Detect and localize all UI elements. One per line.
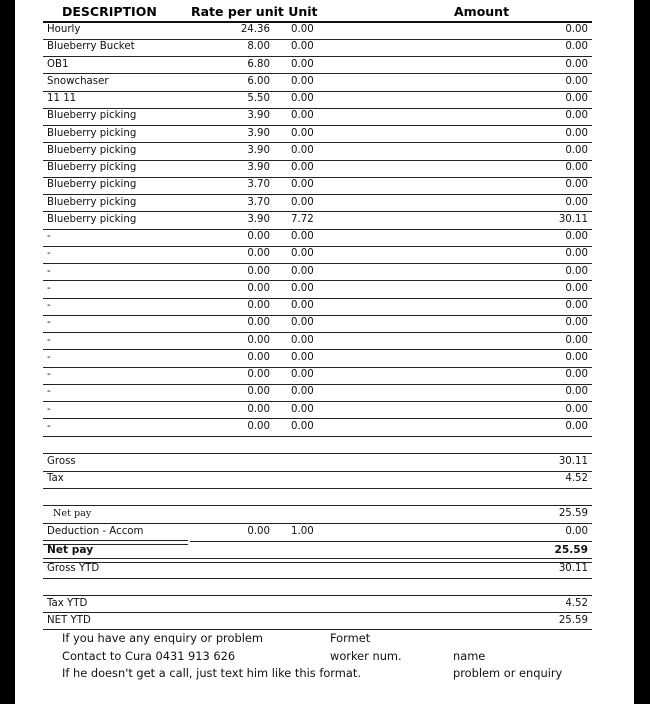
- table-row: [43, 402, 592, 419]
- item-rate: 3.70: [247, 179, 270, 191]
- item-amount: 0.00: [565, 369, 588, 380]
- item-description: Blueberry picking: [47, 196, 137, 208]
- deduction-rate: 0.00: [247, 526, 270, 537]
- item-unit: 0.00: [291, 41, 314, 53]
- table-row: [43, 264, 592, 281]
- item-description: -: [47, 300, 51, 311]
- item-rate: 8.00: [247, 41, 270, 53]
- table-row: [43, 57, 592, 74]
- item-amount: 0.00: [565, 127, 588, 139]
- item-description: -: [47, 231, 51, 242]
- item-rate: 6.00: [247, 75, 270, 87]
- net-ytd-label: NET YTD: [47, 615, 91, 626]
- item-amount: 0.00: [565, 420, 588, 432]
- net-pay-pre-amount: 25.59: [558, 508, 588, 519]
- item-amount: 0.00: [565, 196, 588, 208]
- item-description: Blueberry picking: [47, 179, 137, 191]
- table-row: [43, 160, 592, 177]
- tax-label: Tax: [47, 473, 64, 484]
- item-unit: 0.00: [291, 386, 314, 398]
- table-row: [43, 333, 592, 350]
- item-amount: 0.00: [565, 317, 588, 329]
- deduction-row: [43, 524, 592, 541]
- item-amount: 0.00: [565, 248, 588, 260]
- item-rate: 3.70: [247, 196, 270, 208]
- item-amount: 0.00: [565, 334, 588, 346]
- footer-text-instruction: If he doesn't get a call, just text him like this format.: [62, 666, 361, 680]
- item-rate: 0.00: [247, 300, 270, 311]
- item-rate: 0.00: [247, 248, 270, 260]
- item-description: -: [47, 403, 51, 415]
- item-rate: 3.90: [247, 127, 270, 139]
- item-rate: 3.90: [247, 162, 270, 173]
- rule: [43, 629, 592, 630]
- header-rate-unit: Rate per unit Unit: [191, 4, 318, 19]
- item-description: -: [47, 317, 51, 329]
- item-amount: 0.00: [565, 179, 588, 191]
- item-unit: 7.72: [291, 213, 314, 225]
- footer-format-worker: worker num.: [330, 649, 402, 663]
- item-amount: 0.00: [565, 93, 588, 104]
- item-amount: 0.00: [565, 351, 588, 363]
- net-ytd-amount: 25.59: [558, 615, 588, 626]
- tax-ytd-amount: 4.52: [565, 598, 588, 609]
- item-amount: 0.00: [565, 403, 588, 415]
- item-unit: 0.00: [291, 127, 314, 139]
- rule: [43, 578, 592, 579]
- item-description: -: [47, 351, 51, 363]
- item-unit: 0.00: [291, 144, 314, 156]
- net-pay-row: [43, 542, 592, 559]
- item-unit: 0.00: [291, 196, 314, 208]
- table-row: [43, 246, 592, 263]
- header-description: DESCRIPTION: [62, 4, 157, 19]
- rule: [43, 488, 592, 489]
- item-unit: 0.00: [291, 58, 314, 70]
- item-amount: 0.00: [565, 24, 588, 35]
- item-rate: 3.90: [247, 110, 270, 122]
- item-amount: 0.00: [565, 231, 588, 242]
- item-rate: 5.50: [247, 93, 270, 104]
- net-pay-pre-label: Net pay: [53, 508, 92, 519]
- item-description: Blueberry picking: [47, 213, 137, 225]
- item-amount: 30.11: [558, 213, 588, 225]
- item-unit: 0.00: [291, 93, 314, 104]
- item-amount: 0.00: [565, 58, 588, 70]
- item-unit: 0.00: [291, 403, 314, 415]
- item-amount: 0.00: [565, 265, 588, 277]
- table-row: [43, 419, 592, 436]
- item-description: -: [47, 282, 51, 294]
- item-amount: 0.00: [565, 162, 588, 173]
- item-unit: 0.00: [291, 334, 314, 346]
- table-row: [43, 281, 592, 298]
- footer-format-label: Formet: [330, 631, 371, 645]
- gross-row: [43, 454, 592, 471]
- header-amount: Amount: [454, 4, 510, 19]
- item-amount: 0.00: [565, 300, 588, 311]
- item-description: 11 11: [47, 93, 77, 104]
- item-rate: 3.90: [247, 213, 270, 225]
- table-row: [43, 91, 592, 108]
- item-rate: 24.36: [240, 24, 270, 35]
- table-row: [43, 108, 592, 125]
- net-pay-label: Net pay: [47, 544, 94, 556]
- item-rate: 3.90: [247, 144, 270, 156]
- item-amount: 0.00: [565, 41, 588, 53]
- item-description: Blueberry picking: [47, 162, 137, 173]
- tax-row: [43, 471, 592, 488]
- gross-ytd-label: Gross YTD: [47, 563, 100, 574]
- table-row: [43, 384, 592, 401]
- gross-label: Gross: [47, 456, 76, 467]
- deduction-label: Deduction - Accom: [47, 526, 144, 537]
- item-unit: 0.00: [291, 265, 314, 277]
- item-amount: 0.00: [565, 144, 588, 156]
- item-unit: 0.00: [291, 162, 314, 173]
- item-rate: 0.00: [247, 317, 270, 329]
- item-unit: 0.00: [291, 351, 314, 363]
- net-pay-pre-row: [43, 506, 592, 523]
- table-row: [43, 195, 592, 212]
- item-description: -: [47, 334, 51, 346]
- item-unit: 0.00: [291, 420, 314, 432]
- deduction-unit: 1.00: [291, 526, 314, 537]
- gross-ytd-row: [43, 561, 592, 578]
- item-description: -: [47, 420, 51, 432]
- table-row: [43, 126, 592, 143]
- footer-format-name: name: [453, 649, 486, 663]
- item-rate: 0.00: [247, 403, 270, 415]
- tax-amount: 4.52: [565, 473, 588, 484]
- item-rate: 0.00: [247, 334, 270, 346]
- footer-contact: Contact to Cura 0431 913 626: [62, 649, 236, 663]
- table-row: [43, 22, 592, 39]
- footer-enquiry: If you have any enquiry or problem: [62, 631, 263, 645]
- item-amount: 0.00: [565, 110, 588, 122]
- item-unit: 0.00: [291, 110, 314, 122]
- item-description: Blueberry picking: [47, 144, 137, 156]
- table-row: [43, 177, 592, 194]
- item-unit: 0.00: [291, 248, 314, 260]
- item-rate: 0.00: [247, 282, 270, 294]
- table-row: [43, 229, 592, 246]
- gross-amount: 30.11: [558, 456, 588, 467]
- item-unit: 0.00: [291, 317, 314, 329]
- table-row: [43, 315, 592, 332]
- item-rate: 0.00: [247, 351, 270, 363]
- item-description: OB1: [47, 58, 69, 70]
- item-amount: 0.00: [565, 282, 588, 294]
- item-description: Hourly: [47, 24, 81, 35]
- item-unit: 0.00: [291, 282, 314, 294]
- item-rate: 0.00: [247, 231, 270, 242]
- item-unit: 0.00: [291, 75, 314, 87]
- item-description: Blueberry picking: [47, 127, 137, 139]
- net-pay-amount: 25.59: [554, 544, 588, 556]
- tax-ytd-row: [43, 596, 592, 613]
- item-amount: 0.00: [565, 75, 588, 87]
- table-row: [43, 212, 592, 229]
- item-rate: 6.80: [247, 58, 270, 70]
- item-unit: 0.00: [291, 231, 314, 242]
- footer-format-problem: problem or enquiry: [453, 666, 563, 680]
- item-description: -: [47, 369, 51, 380]
- table-row: [43, 39, 592, 56]
- net-ytd-row: [43, 613, 592, 630]
- item-description: -: [47, 265, 51, 277]
- item-rate: 0.00: [247, 265, 270, 277]
- item-unit: 0.00: [291, 300, 314, 311]
- table-row: [43, 143, 592, 160]
- table-row: [43, 350, 592, 367]
- item-unit: 0.00: [291, 179, 314, 191]
- item-rate: 0.00: [247, 420, 270, 432]
- table-row: [43, 74, 592, 91]
- item-amount: 0.00: [565, 386, 588, 398]
- item-description: Blueberry picking: [47, 110, 137, 122]
- item-description: Blueberry Bucket: [47, 41, 135, 53]
- deduction-amount: 0.00: [565, 526, 588, 537]
- item-rate: 0.00: [247, 369, 270, 380]
- tax-ytd-label: Tax YTD: [47, 598, 88, 609]
- item-description: -: [47, 248, 51, 260]
- item-rate: 0.00: [247, 386, 270, 398]
- row-rule: [43, 436, 592, 437]
- table-row: [43, 298, 592, 315]
- item-unit: 0.00: [291, 369, 314, 380]
- item-description: -: [47, 386, 51, 398]
- item-description: Snowchaser: [47, 75, 109, 87]
- table-row: [43, 367, 592, 384]
- item-unit: 0.00: [291, 24, 314, 35]
- gross-ytd-amount: 30.11: [558, 563, 588, 574]
